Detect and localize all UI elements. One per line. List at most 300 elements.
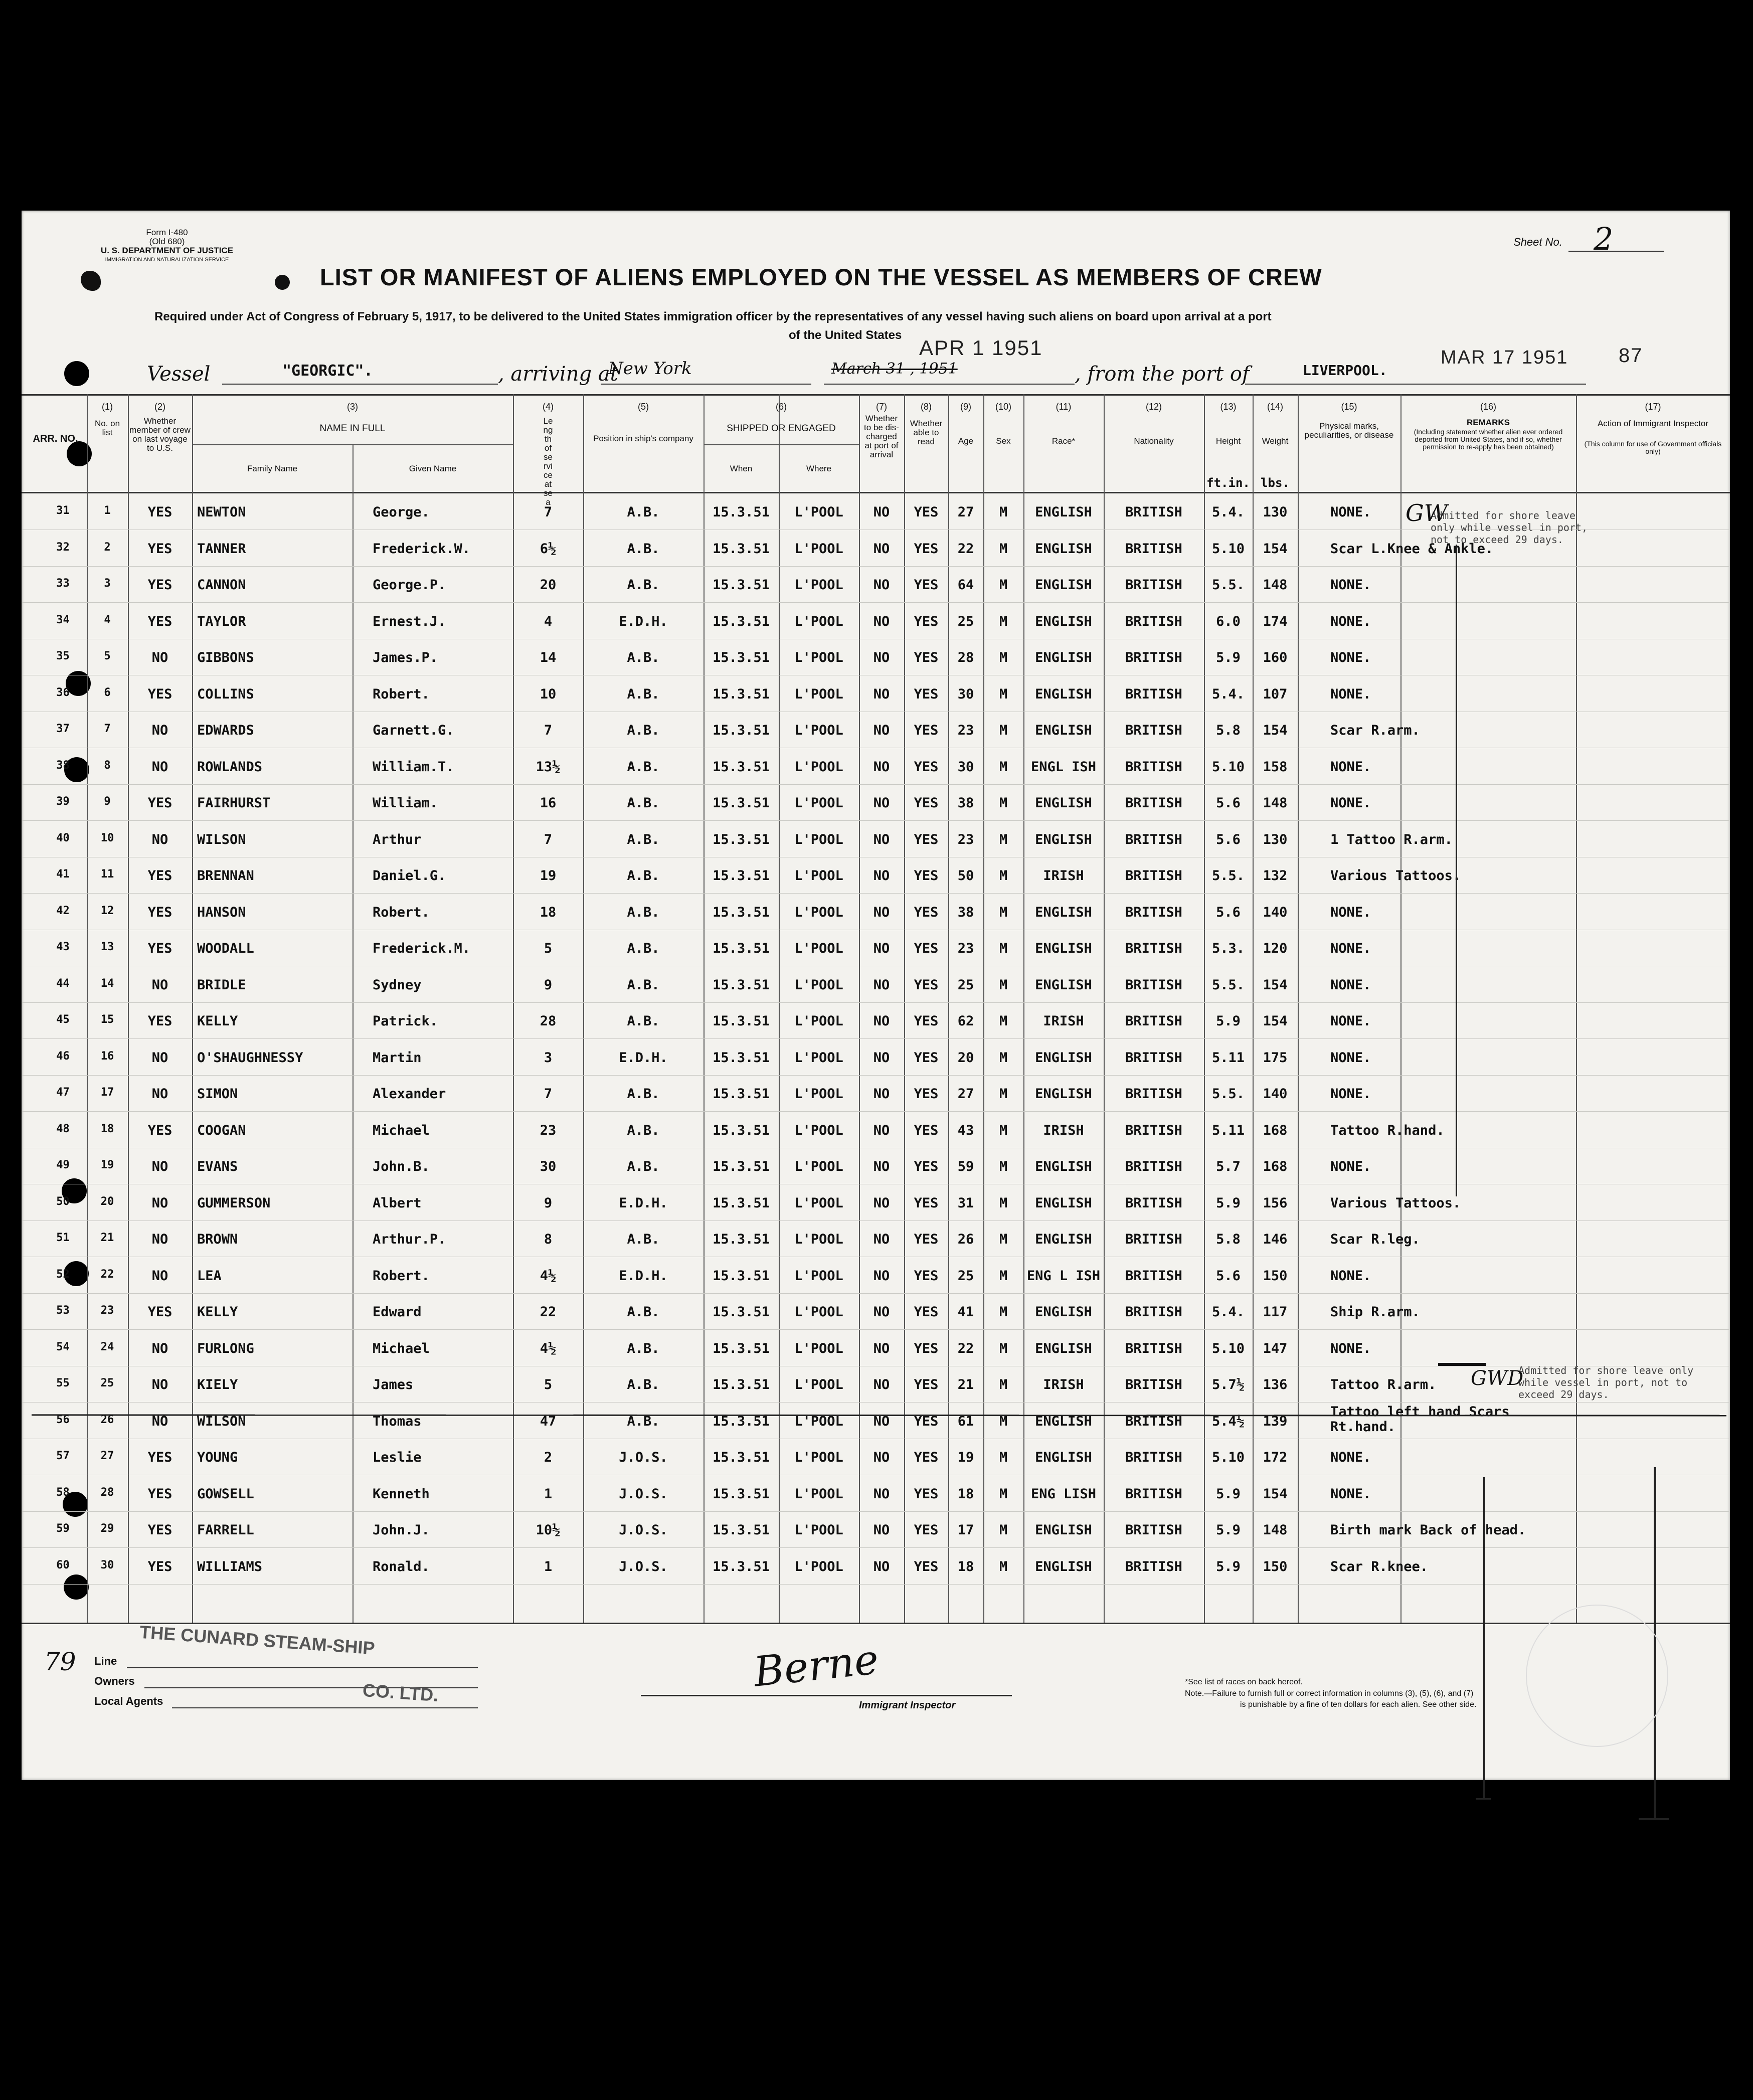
cell-when: 15.3.51 bbox=[713, 904, 770, 920]
colnum-6: (6) bbox=[776, 402, 787, 412]
cell-position: A.B. bbox=[627, 1122, 660, 1138]
cell-family: KELLY bbox=[197, 1304, 238, 1320]
cell-weight: 175 bbox=[1263, 1049, 1288, 1066]
cell-service: 47 bbox=[540, 1413, 557, 1429]
cell-read: YES bbox=[914, 904, 939, 920]
cell-nat: BRITISH bbox=[1125, 1049, 1182, 1066]
cell-marks: Tattoo left hand Scars Rt.hand. bbox=[1330, 1404, 1510, 1435]
cell-read: YES bbox=[914, 1450, 939, 1465]
arrival-date-struck: March 31 , 1951 bbox=[831, 360, 958, 378]
cell-disch: NO bbox=[873, 1340, 890, 1356]
cell-given: Arthur.P. bbox=[373, 1232, 446, 1247]
cell-no: 24 bbox=[100, 1340, 114, 1353]
cell-when: 15.3.51 bbox=[713, 504, 770, 520]
cell-height: 5.11 bbox=[1211, 1049, 1245, 1066]
cell-weight: 154 bbox=[1263, 1486, 1288, 1502]
cell-age: 30 bbox=[957, 759, 974, 775]
cell-crew: YES bbox=[147, 1122, 172, 1138]
colnum-10: (10) bbox=[995, 402, 1011, 412]
inspector-signature: Berne bbox=[751, 1636, 881, 1696]
cell-no: 3 bbox=[104, 577, 111, 590]
cell-weight: 160 bbox=[1263, 650, 1288, 665]
sheet-label: Sheet No. bbox=[1513, 236, 1562, 248]
cell-age: 23 bbox=[957, 723, 974, 738]
cell-sex: M bbox=[999, 795, 1008, 811]
cell-where: L'POOL bbox=[794, 1377, 843, 1392]
penalty-note-cont: is punishable by a fine of ten dollars for each alien. See other side. bbox=[1240, 1700, 1477, 1709]
cell-when: 15.3.51 bbox=[713, 1450, 770, 1465]
cell-when: 15.3.51 bbox=[713, 541, 770, 557]
cell-crew: YES bbox=[147, 941, 172, 956]
cell-weight: 130 bbox=[1263, 831, 1288, 847]
row-rule bbox=[22, 1075, 1730, 1076]
cell-crew: NO bbox=[151, 831, 168, 847]
cell-race: ENGLISH bbox=[1035, 1450, 1092, 1465]
cell-arr: 51 bbox=[56, 1232, 70, 1244]
cell-nat: BRITISH bbox=[1125, 1340, 1182, 1356]
colnum-13: (13) bbox=[1220, 402, 1237, 412]
cell-weight: 120 bbox=[1263, 941, 1288, 956]
cell-sex: M bbox=[999, 1159, 1008, 1174]
colnum-4: (4) bbox=[543, 402, 554, 412]
cell-sex: M bbox=[999, 831, 1008, 847]
cell-race: ENGLISH bbox=[1035, 686, 1092, 702]
cell-nat: BRITISH bbox=[1125, 577, 1182, 593]
sheet-number: 2 bbox=[1594, 221, 1614, 257]
colnum-7: (7) bbox=[876, 402, 887, 412]
cell-no: 9 bbox=[104, 795, 111, 808]
cell-marks: NONE. bbox=[1330, 577, 1371, 593]
cell-race: IRISH bbox=[1043, 1377, 1084, 1392]
cell-service: 9 bbox=[544, 1195, 553, 1211]
cell-service: 2 bbox=[544, 1450, 553, 1465]
cell-where: L'POOL bbox=[794, 1558, 843, 1574]
cell-where: L'POOL bbox=[794, 1013, 843, 1029]
cell-given: Sydney bbox=[373, 977, 422, 993]
cell-position: A.B. bbox=[627, 1377, 660, 1392]
cell-service: 10 bbox=[540, 686, 557, 702]
cell-nat: BRITISH bbox=[1125, 759, 1182, 775]
cell-given: Martin bbox=[373, 1049, 422, 1066]
cell-given: Thomas bbox=[373, 1413, 422, 1429]
cell-weight: 154 bbox=[1263, 977, 1288, 993]
cell-height: 5.8 bbox=[1216, 723, 1241, 738]
cell-family: COOGAN bbox=[197, 1122, 246, 1138]
row-rule bbox=[22, 1402, 1730, 1403]
colnum-8: (8) bbox=[921, 402, 932, 412]
cell-age: 18 bbox=[957, 1486, 974, 1502]
cell-height: 5.8 bbox=[1216, 1232, 1241, 1247]
header-length-of-service: Length of service at sea bbox=[543, 416, 553, 507]
cell-age: 27 bbox=[957, 1086, 974, 1102]
cell-family: EVANS bbox=[197, 1159, 238, 1174]
cell-weight: 154 bbox=[1263, 723, 1288, 738]
cell-age: 18 bbox=[957, 1558, 974, 1574]
cell-given: Garnett.G. bbox=[373, 723, 454, 738]
cell-where: L'POOL bbox=[794, 613, 843, 629]
colnum-15: (15) bbox=[1341, 402, 1357, 412]
arrival-date-stamp: APR 1 1951 bbox=[919, 336, 1043, 360]
service-name: IMMIGRATION AND NATURALIZATION SERVICE bbox=[105, 257, 229, 263]
cell-crew: YES bbox=[147, 613, 172, 629]
cell-height: 5.4. bbox=[1211, 1304, 1245, 1320]
cell-position: A.B. bbox=[627, 723, 660, 738]
cell-race: ENGLISH bbox=[1035, 504, 1092, 520]
cell-given: Arthur bbox=[373, 831, 422, 847]
cell-service: 4½ bbox=[540, 1340, 557, 1356]
row-rule bbox=[22, 1547, 1730, 1548]
cell-read: YES bbox=[914, 613, 939, 629]
cell-given: William. bbox=[373, 795, 438, 811]
cell-where: L'POOL bbox=[794, 1340, 843, 1356]
cell-sex: M bbox=[999, 1122, 1008, 1138]
cell-position: E.D.H. bbox=[619, 1195, 668, 1211]
cell-sex: M bbox=[999, 759, 1008, 775]
cell-nat: BRITISH bbox=[1125, 1013, 1182, 1029]
cell-when: 15.3.51 bbox=[713, 723, 770, 738]
cell-disch: NO bbox=[873, 1268, 890, 1284]
cell-read: YES bbox=[914, 977, 939, 993]
document-subtitle-cont: of the United States bbox=[789, 328, 902, 342]
cell-position: A.B. bbox=[627, 1413, 660, 1429]
header-position: Position in ship's company bbox=[593, 434, 693, 443]
cell-height: 5.9 bbox=[1216, 1558, 1241, 1574]
header-physical-marks: Physical marks, peculiarities, or disease bbox=[1304, 421, 1394, 440]
cell-disch: NO bbox=[873, 795, 890, 811]
company-stamp-cont: CO. LTD. bbox=[362, 1679, 439, 1706]
cell-position: A.B. bbox=[627, 904, 660, 920]
cell-height: 5.3. bbox=[1211, 941, 1245, 956]
cell-given: Ernest.J. bbox=[373, 613, 446, 629]
cell-crew: NO bbox=[151, 1049, 168, 1066]
cell-read: YES bbox=[914, 1413, 939, 1429]
cell-marks: NONE. bbox=[1330, 1340, 1371, 1356]
cell-marks: NONE. bbox=[1330, 1268, 1371, 1284]
shore-leave-remark: Admitted for shore leave only while vessel in port, not to exceed 29 days. bbox=[1431, 509, 1588, 546]
cell-height: 5.4. bbox=[1211, 686, 1245, 702]
cell-family: SIMON bbox=[197, 1086, 238, 1102]
cell-marks: NONE. bbox=[1330, 795, 1371, 811]
cell-crew: NO bbox=[151, 1159, 168, 1174]
cell-sex: M bbox=[999, 1522, 1008, 1538]
cell-crew: NO bbox=[151, 977, 168, 993]
cell-family: KELLY bbox=[197, 1013, 238, 1029]
cell-arr: 31 bbox=[56, 504, 70, 517]
cell-read: YES bbox=[914, 941, 939, 956]
header-weight: Weight bbox=[1262, 436, 1289, 446]
cell-when: 15.3.51 bbox=[713, 941, 770, 956]
cell-age: 17 bbox=[957, 1522, 974, 1538]
row-rule bbox=[22, 1511, 1730, 1512]
cell-sex: M bbox=[999, 1086, 1008, 1102]
cell-family: TANNER bbox=[197, 541, 246, 557]
cell-arr: 57 bbox=[56, 1450, 70, 1462]
cell-crew: NO bbox=[151, 1268, 168, 1284]
cell-position: E.D.H. bbox=[619, 1268, 668, 1284]
cell-marks: NONE. bbox=[1330, 1049, 1371, 1066]
header-remarks: REMARKS bbox=[1467, 418, 1510, 427]
colnum-16: (16) bbox=[1480, 402, 1496, 412]
cell-family: YOUNG bbox=[197, 1450, 238, 1465]
bracket-line bbox=[1483, 1477, 1485, 1798]
cell-race: ENGLISH bbox=[1035, 977, 1092, 993]
cell-when: 15.3.51 bbox=[713, 1195, 770, 1211]
cell-age: 38 bbox=[957, 795, 974, 811]
cell-arr: 48 bbox=[56, 1122, 70, 1135]
cell-read: YES bbox=[914, 1159, 939, 1174]
cell-no: 5 bbox=[104, 650, 111, 662]
cell-given: John.J. bbox=[373, 1522, 430, 1538]
cell-weight: 172 bbox=[1263, 1450, 1288, 1465]
shipped-subrule bbox=[704, 444, 859, 445]
cell-when: 15.3.51 bbox=[713, 686, 770, 702]
cell-arr: 45 bbox=[56, 1013, 70, 1026]
cell-sex: M bbox=[999, 1232, 1008, 1247]
cell-arr: 47 bbox=[56, 1086, 70, 1099]
cell-arr: 58 bbox=[56, 1486, 70, 1499]
inspector-initials: GW bbox=[1406, 499, 1448, 527]
cell-weight: 140 bbox=[1263, 904, 1288, 920]
cell-service: 1 bbox=[544, 1486, 553, 1502]
cell-race: ENGLISH bbox=[1035, 1413, 1092, 1429]
cell-nat: BRITISH bbox=[1125, 1086, 1182, 1102]
cell-race: ENGLISH bbox=[1035, 1086, 1092, 1102]
cell-when: 15.3.51 bbox=[713, 977, 770, 993]
cell-marks: NONE. bbox=[1330, 941, 1371, 956]
cell-disch: NO bbox=[873, 1450, 890, 1465]
cell-service: 1 bbox=[544, 1558, 553, 1574]
cell-sex: M bbox=[999, 1558, 1008, 1574]
cell-arr: 53 bbox=[56, 1304, 70, 1317]
cell-when: 15.3.51 bbox=[713, 1049, 770, 1066]
cell-position: A.B. bbox=[627, 759, 660, 775]
cell-sex: M bbox=[999, 1377, 1008, 1392]
cell-given: Patrick. bbox=[373, 1013, 438, 1029]
cell-sex: M bbox=[999, 650, 1008, 665]
departure-date-stamp: MAR 17 1951 bbox=[1441, 347, 1568, 368]
cell-arr: 40 bbox=[56, 831, 70, 844]
arriving-label: , arriving at bbox=[498, 363, 618, 386]
punch-hole bbox=[64, 361, 89, 386]
cell-family: FARRELL bbox=[197, 1522, 254, 1538]
cell-family: COLLINS bbox=[197, 686, 254, 702]
cell-crew: YES bbox=[147, 541, 172, 557]
cell-service: 7 bbox=[544, 723, 553, 738]
row-rule bbox=[22, 1111, 1730, 1112]
from-port-line bbox=[1245, 384, 1586, 385]
cell-position: A.B. bbox=[627, 1304, 660, 1320]
manifest-sheet bbox=[22, 211, 1730, 1780]
cell-family: KIELY bbox=[197, 1377, 238, 1392]
cell-height: 5.9 bbox=[1216, 1195, 1241, 1211]
cell-given: Edward bbox=[373, 1304, 422, 1320]
cell-disch: NO bbox=[873, 759, 890, 775]
cell-marks: NONE. bbox=[1330, 1013, 1371, 1029]
line-field bbox=[127, 1667, 478, 1668]
cell-no: 1 bbox=[104, 504, 111, 517]
table-header-rule bbox=[22, 492, 1730, 493]
row-rule bbox=[22, 1329, 1730, 1330]
colnum-12: (12) bbox=[1145, 402, 1162, 412]
cell-weight: 130 bbox=[1263, 504, 1288, 520]
cell-no: 29 bbox=[100, 1522, 114, 1535]
cell-read: YES bbox=[914, 795, 939, 811]
cell-age: 25 bbox=[957, 977, 974, 993]
cell-weight: 117 bbox=[1263, 1304, 1288, 1320]
cell-weight: 148 bbox=[1263, 577, 1288, 593]
cell-height: 5.10 bbox=[1211, 1340, 1245, 1356]
cell-arr: 38 bbox=[56, 759, 70, 772]
cell-weight: 150 bbox=[1263, 1558, 1288, 1574]
table-bottom-rule bbox=[22, 1623, 1730, 1624]
cell-sex: M bbox=[999, 504, 1008, 520]
cell-no: 19 bbox=[100, 1159, 114, 1171]
cell-nat: BRITISH bbox=[1125, 504, 1182, 520]
cell-no: 12 bbox=[100, 904, 114, 917]
cell-disch: NO bbox=[873, 977, 890, 993]
cell-arr: 60 bbox=[56, 1558, 70, 1571]
cell-family: ROWLANDS bbox=[197, 759, 263, 775]
cell-marks: Scar R.arm. bbox=[1330, 723, 1420, 738]
cell-service: 7 bbox=[544, 1086, 553, 1102]
cell-position: A.B. bbox=[627, 1159, 660, 1174]
name-subdivider bbox=[353, 444, 354, 1623]
cell-read: YES bbox=[914, 868, 939, 884]
cell-read: YES bbox=[914, 1268, 939, 1284]
handwritten-number: 79 bbox=[44, 1647, 76, 1676]
cell-marks: Scar R.knee. bbox=[1330, 1558, 1429, 1574]
cell-disch: NO bbox=[873, 831, 890, 847]
cell-nat: BRITISH bbox=[1125, 686, 1182, 702]
cell-marks: NONE. bbox=[1330, 504, 1371, 520]
cell-sex: M bbox=[999, 1340, 1008, 1356]
cell-sex: M bbox=[999, 686, 1008, 702]
cell-position: E.D.H. bbox=[619, 1049, 668, 1066]
cell-weight: 136 bbox=[1263, 1377, 1288, 1392]
header-given-name: Given Name bbox=[409, 464, 457, 473]
cell-where: L'POOL bbox=[794, 1159, 843, 1174]
cell-race: IRISH bbox=[1043, 1122, 1084, 1138]
cell-marks: NONE. bbox=[1330, 1486, 1371, 1502]
cell-disch: NO bbox=[873, 941, 890, 956]
cell-marks: Scar R.leg. bbox=[1330, 1232, 1420, 1247]
cell-service: 8 bbox=[544, 1232, 553, 1247]
cell-no: 15 bbox=[100, 1013, 114, 1026]
cell-nat: BRITISH bbox=[1125, 1195, 1182, 1211]
cell-arr: 50 bbox=[56, 1195, 70, 1208]
document-title: LIST OR MANIFEST OF ALIENS EMPLOYED ON THE VESSEL AS MEMBERS OF CREW bbox=[320, 264, 1322, 290]
cell-family: NEWTON bbox=[197, 504, 246, 520]
colnum-9: (9) bbox=[960, 402, 971, 412]
cell-nat: BRITISH bbox=[1125, 1450, 1182, 1465]
header-when: When bbox=[730, 464, 753, 473]
cell-where: L'POOL bbox=[794, 977, 843, 993]
cell-weight: 132 bbox=[1263, 868, 1288, 884]
cell-crew: YES bbox=[147, 868, 172, 884]
cell-where: L'POOL bbox=[794, 1450, 843, 1465]
cell-race: ENGLISH bbox=[1035, 1522, 1092, 1538]
cell-sex: M bbox=[999, 1413, 1008, 1429]
cell-family: GOWSELL bbox=[197, 1486, 254, 1502]
cell-when: 15.3.51 bbox=[713, 650, 770, 665]
cell-when: 15.3.51 bbox=[713, 577, 770, 593]
cell-when: 15.3.51 bbox=[713, 1522, 770, 1538]
cell-arr: 37 bbox=[56, 723, 70, 735]
cell-age: 64 bbox=[957, 577, 974, 593]
row-rule bbox=[22, 1038, 1730, 1039]
cell-where: L'POOL bbox=[794, 1486, 843, 1502]
cell-given: Alexander bbox=[373, 1086, 446, 1102]
cell-race: ENG L ISH bbox=[1026, 1268, 1101, 1284]
cell-age: 41 bbox=[957, 1304, 974, 1320]
colnum-14: (14) bbox=[1267, 402, 1283, 412]
cell-sex: M bbox=[999, 1195, 1008, 1211]
bracket-line bbox=[1456, 545, 1457, 1196]
cell-nat: BRITISH bbox=[1125, 941, 1182, 956]
cell-service: 13½ bbox=[536, 759, 561, 775]
cell-disch: NO bbox=[873, 504, 890, 520]
cell-age: 22 bbox=[957, 1340, 974, 1356]
row-rule bbox=[22, 1220, 1730, 1221]
cell-height: 6.0 bbox=[1216, 613, 1241, 629]
cell-weight: 140 bbox=[1263, 1086, 1288, 1102]
cell-crew: YES bbox=[147, 1522, 172, 1538]
cell-given: Kenneth bbox=[373, 1486, 430, 1502]
cell-given: Albert bbox=[373, 1195, 422, 1211]
header-race: Race* bbox=[1051, 436, 1076, 446]
cell-where: L'POOL bbox=[794, 941, 843, 956]
vessel-label: Vessel bbox=[147, 363, 211, 386]
cell-race: ENGLISH bbox=[1035, 904, 1092, 920]
cell-crew: NO bbox=[151, 723, 168, 738]
cell-where: L'POOL bbox=[794, 1049, 843, 1066]
cell-position: A.B. bbox=[627, 541, 660, 557]
department-name: U. S. DEPARTMENT OF JUSTICE bbox=[100, 246, 234, 255]
cell-no: 27 bbox=[100, 1450, 114, 1462]
cell-height: 5.6 bbox=[1216, 1268, 1241, 1284]
row-rule bbox=[22, 1584, 1730, 1585]
cell-read: YES bbox=[914, 650, 939, 665]
cell-where: L'POOL bbox=[794, 577, 843, 593]
cell-age: 43 bbox=[957, 1122, 974, 1138]
cell-sex: M bbox=[999, 723, 1008, 738]
cell-age: 22 bbox=[957, 541, 974, 557]
cell-marks: NONE. bbox=[1330, 613, 1371, 629]
cell-service: 16 bbox=[540, 795, 557, 811]
cell-no: 21 bbox=[100, 1232, 114, 1244]
cell-read: YES bbox=[914, 1340, 939, 1356]
cell-service: 30 bbox=[540, 1159, 557, 1174]
cell-marks: Scar L.Knee & Ankle. bbox=[1330, 541, 1494, 557]
cell-where: L'POOL bbox=[794, 1304, 843, 1320]
cell-read: YES bbox=[914, 831, 939, 847]
cell-nat: BRITISH bbox=[1125, 1522, 1182, 1538]
cell-position: J.O.S. bbox=[619, 1450, 668, 1465]
header-height: Height bbox=[1215, 436, 1241, 446]
cell-race: ENGLISH bbox=[1035, 795, 1092, 811]
cell-crew: NO bbox=[151, 650, 168, 665]
cell-weight: 156 bbox=[1263, 1195, 1288, 1211]
cell-crew: YES bbox=[147, 1450, 172, 1465]
cell-sex: M bbox=[999, 1304, 1008, 1320]
cell-family: FAIRHURST bbox=[197, 795, 271, 811]
cell-marks: NONE. bbox=[1330, 759, 1371, 775]
colnum-2: (2) bbox=[154, 402, 165, 412]
cell-height: 5.10 bbox=[1211, 759, 1245, 775]
form-identifier bbox=[92, 228, 242, 264]
cell-when: 15.3.51 bbox=[713, 868, 770, 884]
cell-weight: 154 bbox=[1263, 541, 1288, 557]
